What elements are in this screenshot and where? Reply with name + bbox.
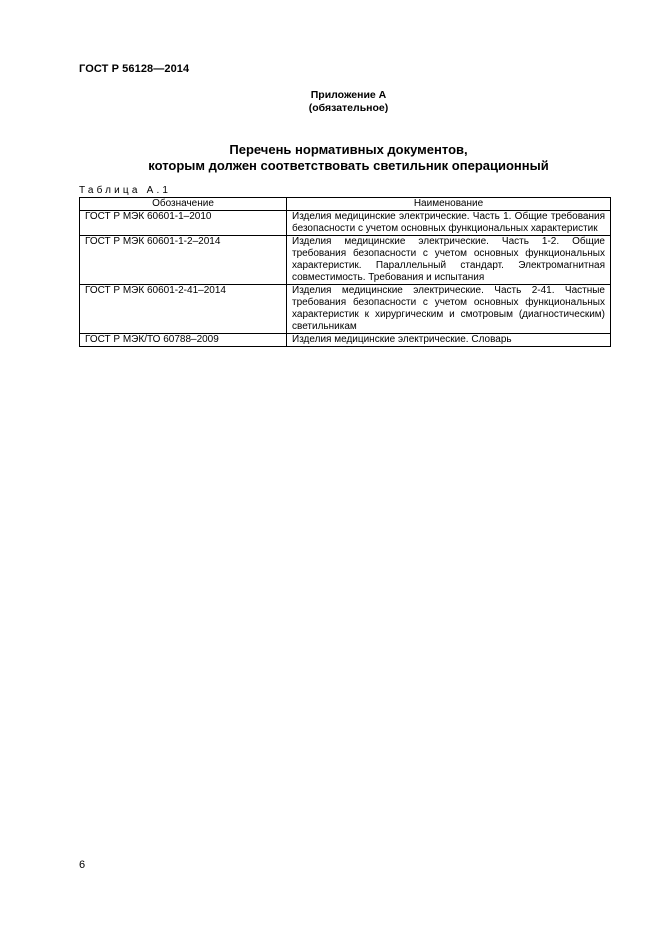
page-number: 6 — [79, 859, 86, 871]
reference-table — [79, 197, 611, 347]
table-row — [80, 211, 611, 236]
table-caption: Таблица А.1 — [79, 185, 172, 196]
row-name: Изделия медицинские электрические. Часть 1-2. Общие требования безопасности с учетом основных функциональных характеристик. Параллельный стандарт. Электромагнитная совместимость. Требования и испытания — [287, 236, 611, 285]
list-title-line-1: Перечень нормативных документов, — [229, 142, 468, 157]
document-code: ГОСТ Р 56128—2014 — [79, 63, 190, 75]
annex-title: Приложение А — [310, 89, 387, 101]
table-header-row — [80, 198, 611, 211]
row-code: ГОСТ Р МЭК/ТО 60788–2009 — [80, 334, 287, 347]
annex-status: (обязательное) — [308, 102, 389, 114]
table-row — [80, 334, 611, 347]
table-row — [80, 236, 611, 285]
row-name: Изделия медицинские электрические. Часть 2-41. Частные требования безопасности с учетом основных функциональных характеристик к хирургическим и смотровым (диагностическим) светильникам — [287, 285, 611, 334]
list-title-line-2: которым должен соответствовать светильник операционный — [148, 157, 549, 173]
list-title — [0, 142, 661, 173]
header-designation: Обозначение — [80, 198, 287, 211]
row-code: ГОСТ Р МЭК 60601-2-41–2014 — [80, 285, 287, 334]
row-code: ГОСТ Р МЭК 60601-1-2–2014 — [80, 236, 287, 285]
row-code: ГОСТ Р МЭК 60601-1–2010 — [80, 211, 287, 236]
annex-heading — [0, 89, 661, 115]
table-row — [80, 285, 611, 334]
row-name: Изделия медицинские электрические. Часть 1. Общие требования безопасности с учетом основных функциональных характеристик — [287, 211, 611, 236]
header-name: Наименование — [287, 198, 611, 211]
row-name: Изделия медицинские электрические. Словарь — [287, 334, 611, 347]
